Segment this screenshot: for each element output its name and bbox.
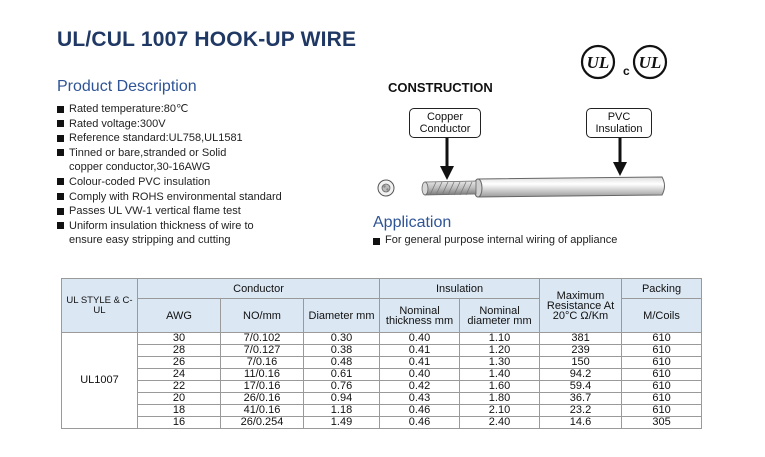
square-bullet-icon [57, 106, 64, 113]
specification-table [61, 278, 702, 429]
conductor-header: Conductor [138, 279, 380, 299]
ul-logo-text: UL [586, 53, 610, 72]
table-row: 18 41/0.16 1.18 0.46 2.10 23.2 610 [62, 405, 702, 417]
table-row: 22 17/0.16 0.76 0.42 1.60 59.4 610 [62, 381, 702, 393]
pvc-insulation-callout: PVC Insulation [586, 108, 652, 138]
nominal-thickness-header: Nominal thickness mm [380, 299, 460, 333]
list-item: Reference standard:UL758,UL1581 [57, 131, 357, 146]
square-bullet-icon [57, 222, 64, 229]
table-row: 26 7/0.16 0.48 0.41 1.30 150 610 [62, 357, 702, 369]
wire-cross-section-icon [378, 180, 394, 196]
nominal-diameter-header: Nominal diameter mm [460, 299, 540, 333]
diameter-header: Diameter mm [304, 299, 380, 333]
construction-heading: CONSTRUCTION [388, 80, 493, 95]
copper-arrow-icon [440, 136, 454, 180]
pvc-arrow-icon [613, 136, 627, 176]
list-item: Colour-coded PVC insulation [57, 175, 357, 190]
product-description-list [57, 102, 357, 248]
mcoils-header: M/Coils [622, 299, 702, 333]
page-title: UL/CUL 1007 HOOK-UP WIRE [57, 28, 357, 51]
c-prefix: c [623, 64, 630, 78]
application-text: For general purpose internal wiring of appliance [373, 234, 617, 246]
square-bullet-icon [57, 120, 64, 127]
resistance-header: Maximum Resistance At 20°C Ω/Km [540, 279, 622, 333]
square-bullet-icon [57, 208, 64, 215]
square-bullet-icon [57, 193, 64, 200]
square-bullet-icon [57, 149, 64, 156]
cul-logo-icon [634, 46, 666, 78]
style-cell: UL1007 [62, 333, 138, 429]
copper-conductor-callout: Copper Conductor [409, 108, 481, 138]
list-item: Comply with ROHS environmental standard [57, 190, 357, 205]
wire-side-view-icon [422, 177, 665, 197]
table-row: 28 7/0.127 0.38 0.41 1.20 239 610 [62, 345, 702, 357]
cul-logo-text: UL [638, 53, 662, 72]
packing-header: Packing [622, 279, 702, 299]
table-row: 16 26/0.254 1.49 0.46 2.40 14.6 305 [62, 417, 702, 429]
table-row: 24 11/0.16 0.61 0.40 1.40 94.2 610 [62, 369, 702, 381]
application-heading: Application [373, 214, 452, 231]
list-item: Rated voltage:300V [57, 117, 357, 132]
square-bullet-icon [373, 238, 380, 245]
product-description-heading: Product Description [57, 78, 197, 95]
insulation-header: Insulation [380, 279, 540, 299]
table-row: UL1007 30 7/0.102 0.30 0.40 1.10 381 610 [62, 333, 702, 345]
awg-header: AWG [138, 299, 221, 333]
style-header: UL STYLE & C-UL [62, 279, 138, 333]
ul-certification-logos [580, 42, 690, 82]
square-bullet-icon [57, 135, 64, 142]
ul-logo-icon [582, 46, 614, 78]
list-item: Tinned or bare,stranded or Solid copper conductor,30-16AWG [57, 146, 229, 175]
list-item: Rated temperature:80℃ [57, 102, 357, 117]
table-row: 20 26/0.16 0.94 0.43 1.80 36.7 610 [62, 393, 702, 405]
list-item: Passes UL VW-1 vertical flame test [57, 204, 357, 219]
list-item: Uniform insulation thickness of wire to ensure easy stripping and cutting [57, 219, 257, 248]
square-bullet-icon [57, 178, 64, 185]
nomm-header: NO/mm [221, 299, 304, 333]
